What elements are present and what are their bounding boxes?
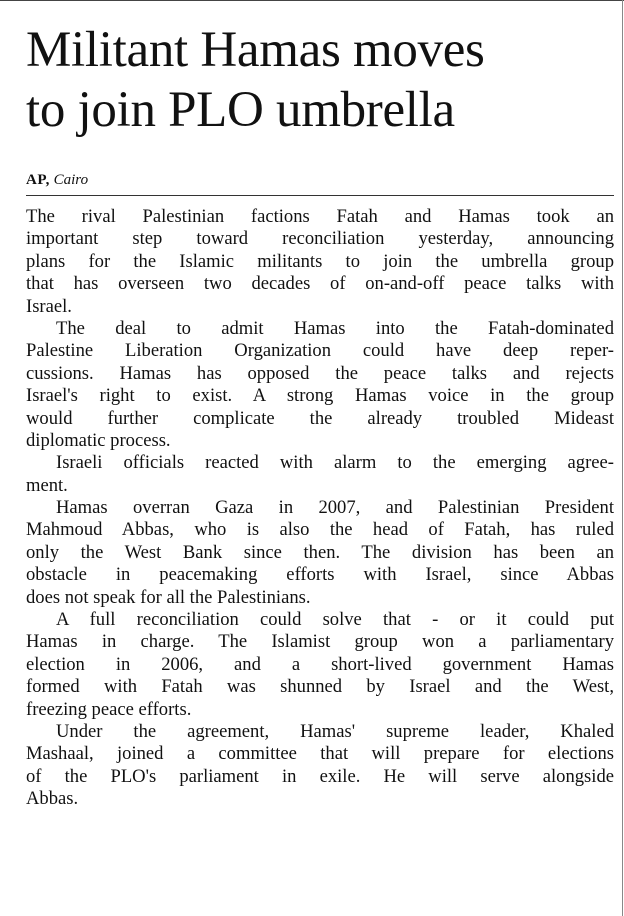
body-line: Abbas. — [26, 788, 79, 810]
headline — [26, 20, 622, 140]
body-line: cussions. Hamas has opposed the peace talks and rejects — [26, 362, 614, 384]
body-line: Hamas in charge. The Islamist group won a parliamentary — [26, 631, 614, 653]
body-line: obstacle in peacemaking efforts with Israel, since Abbas — [26, 564, 614, 586]
body-line: Palestine Liberation Organization could have deep reper- — [26, 340, 614, 362]
body-line: election in 2006, and a short-lived government Hamas — [26, 653, 614, 675]
byline-place: Cairo — [53, 172, 89, 188]
body-line: Mahmoud Abbas, who is also the head of Fatah, has ruled — [26, 519, 614, 541]
body-line: of the PLO's parliament in exile. He will serve alongside — [26, 765, 614, 787]
headline-line-2: to join PLO umbrella — [26, 82, 455, 138]
headline-line-1: Militant Hamas moves — [26, 22, 485, 78]
top-border-rule — [0, 0, 624, 1]
body-line: ment. — [26, 474, 68, 496]
body-line: would further complicate the already troubled Mideast — [26, 407, 614, 429]
body-line: does not speak for all the Palestinians. — [26, 586, 311, 608]
byline-divider — [26, 195, 614, 196]
body-line: plans for the Islamic militants to join the umbrella group — [26, 250, 614, 272]
body-line: freezing peace efforts. — [26, 698, 192, 720]
body-line: only the West Bank since then. The division has been an — [26, 541, 614, 563]
body-line: Mashaal, joined a committee that will prepare for elections — [26, 743, 614, 765]
body-line: Under the agreement, Hamas' supreme leader, Khaled — [56, 720, 614, 742]
body-line: A full reconciliation could solve that - or it could put — [56, 609, 614, 631]
body-line: Hamas overran Gaza in 2007, and Palestinian President — [56, 497, 614, 519]
body-line: formed with Fatah was shunned by Israel and the West, — [26, 676, 614, 698]
body-line: Israeli officials reacted with alarm to the emerging agree- — [56, 452, 614, 474]
right-border-rule — [622, 0, 623, 916]
body-line: The rival Palestinian factions Fatah and Hamas took an — [26, 206, 614, 227]
byline — [26, 170, 88, 190]
byline-agency: AP, — [26, 172, 50, 188]
body-line: The deal to admit Hamas into the Fatah-dominated — [56, 317, 614, 339]
body-line: Israel's right to exist. A strong Hamas voice in the group — [26, 385, 614, 407]
article-body — [26, 206, 614, 811]
body-line: diplomatic process. — [26, 429, 171, 451]
body-line: Israel. — [26, 295, 72, 317]
body-line: important step toward reconciliation yesterday, announcing — [26, 228, 614, 250]
body-line: that has overseen two decades of on-and-off peace talks with — [26, 273, 614, 295]
